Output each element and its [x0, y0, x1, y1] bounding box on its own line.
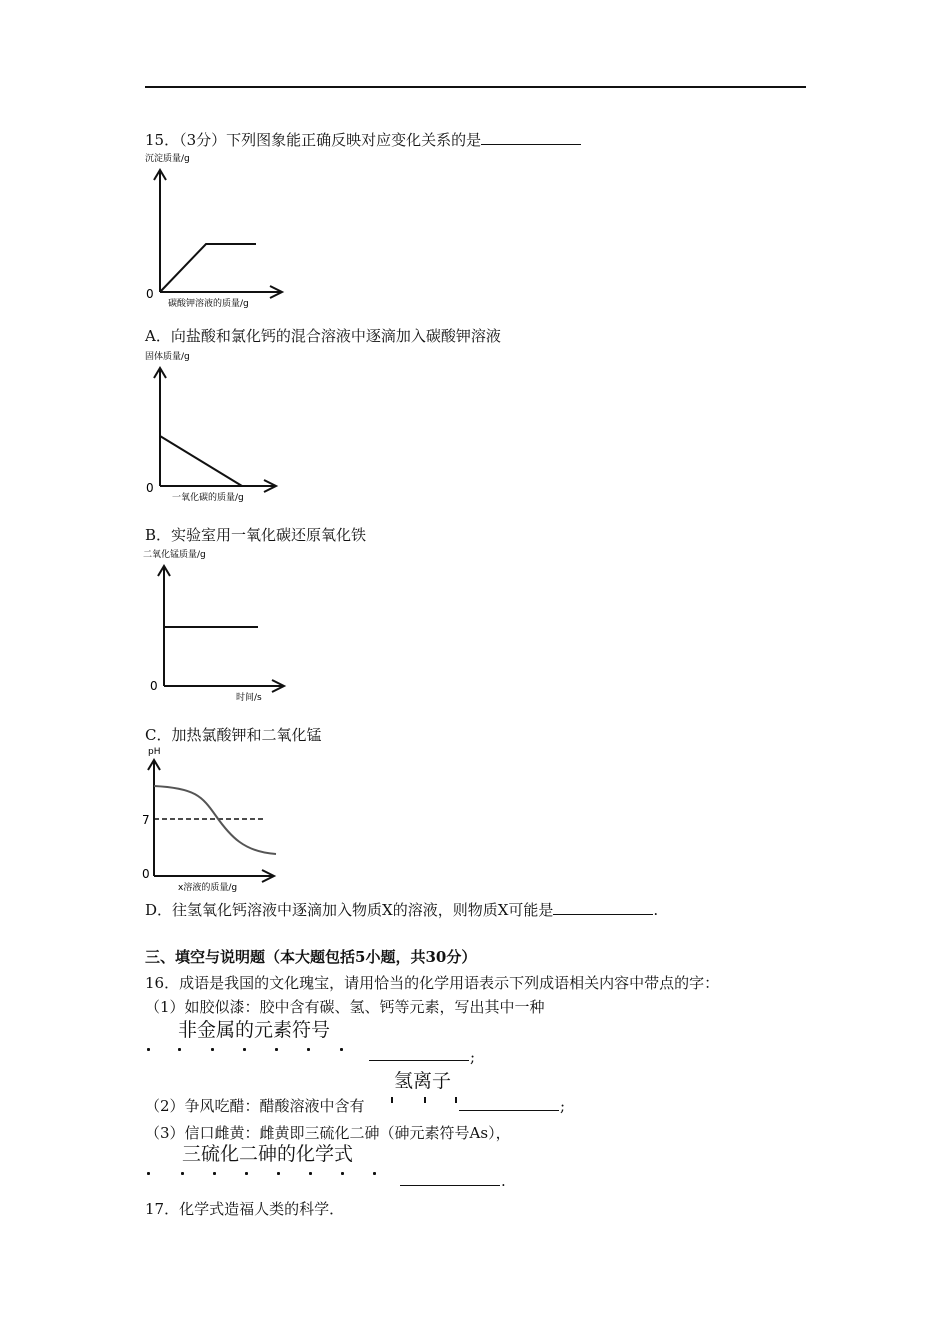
emphasis-dot: [275, 1048, 278, 1051]
answer-blank[interactable]: [481, 130, 581, 145]
q16-part3: （3）信口雌黄：雌黄即三硫化二砷（砷元素符号As），: [145, 1124, 511, 1142]
graph-d-xlabel: x溶液的质量/g: [178, 883, 238, 893]
emphasis-dot: [307, 1048, 310, 1051]
graph-a-ylabel: 沉淀质量/g: [145, 154, 190, 164]
graph-b: [140, 348, 290, 508]
graph-d-ref-label: 7: [142, 813, 150, 827]
emphasis-tick: [455, 1097, 457, 1103]
emphasis-dot: [181, 1172, 184, 1175]
q16-part2-overlay: 氢离子: [394, 1070, 452, 1092]
emphasis-dot: [373, 1172, 376, 1175]
graph-c: [140, 546, 290, 706]
option-a: A．向盐酸和氯化钙的混合溶液中逐滴加入碳酸钾溶液: [145, 327, 501, 345]
graph-a-origin: 0: [146, 287, 154, 301]
answer-blank-16-2[interactable]: [459, 1110, 559, 1111]
graph-c-xlabel: 时间/s: [236, 693, 262, 703]
q16-stem: 16．成语是我国的文化瑰宝，请用恰当的化学用语表示下列成语相关内容中带点的字：: [145, 974, 720, 992]
q16-part3-overlay: 三硫化二砷的化学式: [182, 1143, 354, 1165]
answer-blank-d[interactable]: [553, 900, 653, 915]
graph-d-origin: 0: [142, 867, 150, 881]
emphasis-dot: [243, 1048, 246, 1051]
emphasis-dot: [147, 1172, 150, 1175]
emphasis-tick: [391, 1097, 393, 1103]
emphasis-tick: [424, 1097, 426, 1103]
graph-d-curve: [154, 786, 276, 854]
option-b: B．实验室用一氧化碳还原氧化铁: [145, 526, 367, 544]
answer-blank-16-1[interactable]: [369, 1060, 469, 1061]
q17-stem: 17．化学式造福人类的科学．: [145, 1200, 345, 1218]
emphasis-dot: [277, 1172, 280, 1175]
graph-c-origin: 0: [150, 679, 158, 693]
graph-b-origin: 0: [146, 481, 154, 495]
graph-a-xlabel: 碳酸钾溶液的质量/g: [168, 299, 249, 309]
graph-d-ylabel: pH: [148, 747, 161, 757]
q16-part2-end: ;: [560, 1097, 566, 1115]
emphasis-dot: [147, 1048, 150, 1051]
graph-b-xlabel: 一氧化碳的质量/g: [172, 493, 244, 503]
answer-blank-16-3[interactable]: [400, 1185, 500, 1186]
q16-part2: （2）争风吃醋：醋酸溶液中含有: [145, 1097, 365, 1115]
graph-d: [140, 744, 290, 894]
graph-c-ylabel: 二氧化锰质量/g: [143, 550, 206, 560]
emphasis-dot: [213, 1172, 216, 1175]
option-d: D．往氢氧化钙溶液中逐滴加入物质X的溶液，则物质X可能是 .: [145, 901, 659, 919]
q16-part1: （1）如胶似漆：胶中含有碳、氢、钙等元素，写出其中一种: [145, 998, 545, 1016]
emphasis-dot: [341, 1172, 344, 1175]
q15-stem: 15．（3分）下列图象能正确反映对应变化关系的是: [145, 130, 581, 149]
q16-part3-end: .: [501, 1172, 506, 1190]
emphasis-dot: [178, 1048, 181, 1051]
q16-part1-overlay: 非金属的元素符号: [178, 1019, 331, 1041]
graph-b-ylabel: 固体质量/g: [145, 352, 190, 362]
graph-b-curve: [160, 436, 242, 486]
graph-a-curve: [160, 244, 256, 292]
emphasis-dot: [245, 1172, 248, 1175]
section-heading: 三、填空与说明题（本大题包括5小题，共30分）: [145, 948, 477, 966]
graph-a: [140, 150, 290, 310]
q16-part1-end: ;: [470, 1048, 476, 1066]
emphasis-dot: [211, 1048, 214, 1051]
option-c: C．加热氯酸钾和二氧化锰: [145, 726, 322, 744]
emphasis-dot: [340, 1048, 343, 1051]
header-rule: [145, 86, 806, 88]
emphasis-dot: [309, 1172, 312, 1175]
